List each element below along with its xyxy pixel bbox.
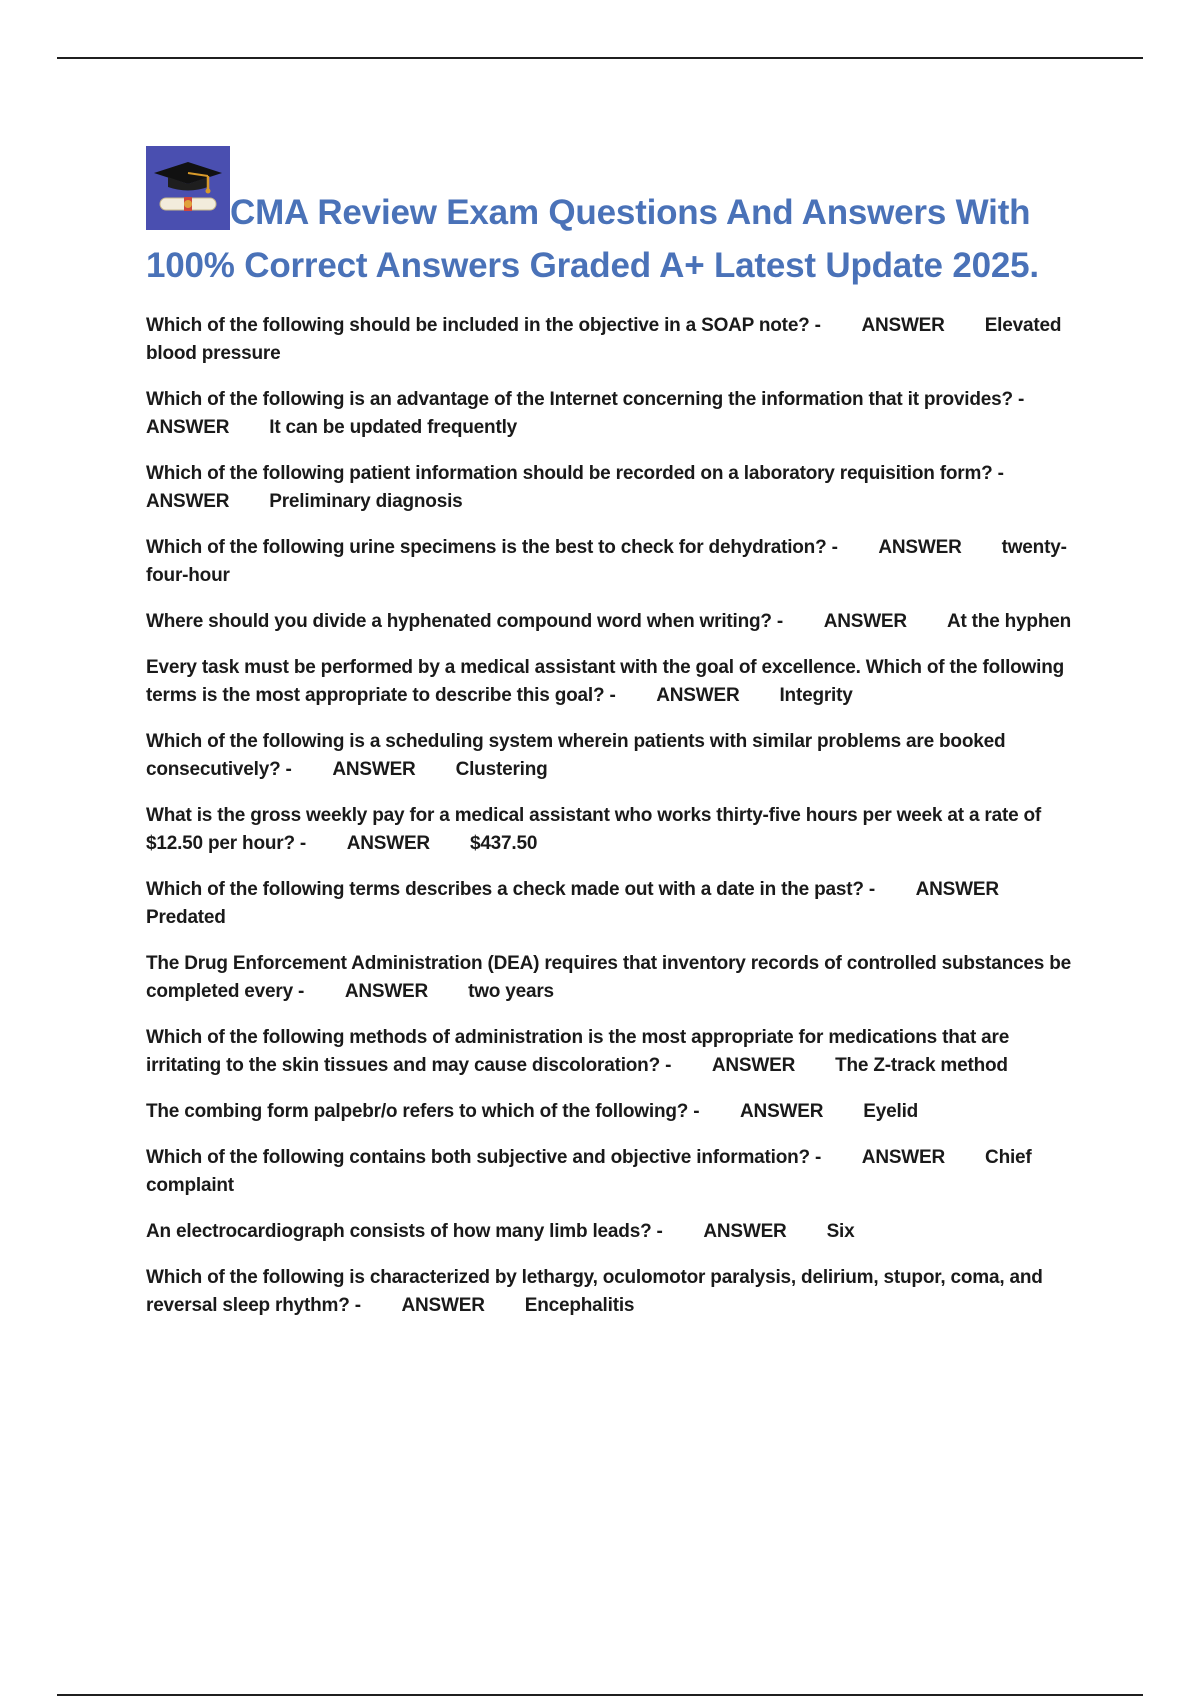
answer-text: Encephalitis <box>524 1295 635 1316</box>
question-text: The combing form palpebr/o refers to which of the following? - <box>146 1101 700 1122</box>
answer-label: ANSWER <box>703 1221 787 1242</box>
question-text: Which of the following patient information should be recorded on a laboratory requisition form? - <box>146 463 1004 484</box>
qa-item <box>146 386 1076 442</box>
qa-item <box>146 1218 1076 1246</box>
question-text: Where should you divide a hyphenated compound word when writing? - <box>146 611 784 632</box>
answer-text: $437.50 <box>469 833 538 854</box>
answer-text: Chief complaint <box>146 1147 1032 1196</box>
graduation-cap-diploma-icon <box>146 146 230 230</box>
answer-text: Eyelid <box>863 1101 919 1122</box>
answer-label: ANSWER <box>861 315 945 336</box>
document-title: CMA Review Exam Questions And Answers With 100% Correct Answers Graded A+ Latest Update 2025. <box>146 193 1039 285</box>
answer-text: two years <box>468 981 554 1002</box>
question-text: Which of the following is characterized by lethargy, oculomotor paralysis, delirium, stupor, coma, and reversal sleep rhythm? - <box>146 1267 1043 1316</box>
qa-item <box>146 312 1076 368</box>
answer-text: It can be updated frequently <box>269 417 518 438</box>
question-text: Which of the following contains both subjective and objective information? - <box>146 1147 822 1168</box>
header-rule <box>57 57 1143 59</box>
title-block <box>146 146 1076 292</box>
question-text: Which of the following terms describes a check made out with a date in the past? - <box>146 879 875 900</box>
answer-text: Elevated blood pressure <box>146 315 1062 364</box>
answer-label: ANSWER <box>711 1055 796 1076</box>
answer-label: ANSWER <box>823 611 907 632</box>
answer-label: ANSWER <box>878 537 962 558</box>
answer-text: Clustering <box>455 759 548 780</box>
qa-item <box>146 876 1076 932</box>
answer-text: Integrity <box>779 685 853 706</box>
qa-item <box>146 728 1076 784</box>
answer-text: Predated <box>146 907 226 928</box>
question-text: Which of the following methods of administration is the most appropriate for medications that are irritating to the skin tissues and may cause discoloration? - <box>146 1027 1010 1076</box>
qa-item <box>146 1024 1076 1080</box>
qa-item <box>146 802 1076 858</box>
question-text: Every task must be performed by a medical assistant with the goal of excellence. Which of the following terms is the most appropriate to describe this goal? - <box>146 657 1065 706</box>
question-text: Which of the following is a scheduling system wherein patients with similar problems are booked consecutively? - <box>146 731 1006 780</box>
question-text: Which of the following urine specimens is the best to check for dehydration? - <box>146 537 838 558</box>
qa-item <box>146 1144 1076 1200</box>
answer-label: ANSWER <box>344 981 429 1002</box>
answer-text: twenty-four-hour <box>146 537 1067 586</box>
answer-label: ANSWER <box>656 685 740 706</box>
answer-text: The Z-track method <box>835 1055 1008 1076</box>
qa-item <box>146 1098 1076 1126</box>
qa-item <box>146 460 1076 516</box>
question-text: What is the gross weekly pay for a medical assistant who works thirty-five hours per week at a rate of $12.50 per hour? - <box>146 805 1042 854</box>
footer-rule <box>57 1694 1143 1696</box>
answer-text: Preliminary diagnosis <box>269 491 463 512</box>
answer-text: Six <box>826 1221 855 1242</box>
answer-text: At the hyphen <box>946 611 1072 632</box>
answer-label: ANSWER <box>146 491 230 512</box>
qa-item <box>146 1264 1076 1320</box>
qa-item <box>146 654 1076 710</box>
qa-item <box>146 950 1076 1006</box>
answer-label: ANSWER <box>861 1147 946 1168</box>
qa-list <box>146 312 1076 1320</box>
answer-label: ANSWER <box>332 759 416 780</box>
question-text: Which of the following should be included in the objective in a SOAP note? - <box>146 315 821 336</box>
question-text: The Drug Enforcement Administration (DEA) requires that inventory records of controlled substances be completed every - <box>146 953 1072 1002</box>
question-text: Which of the following is an advantage of the Internet concerning the information that it provides? - <box>146 389 1025 410</box>
document-body <box>146 146 1076 1338</box>
qa-item <box>146 608 1076 636</box>
answer-label: ANSWER <box>346 833 430 854</box>
answer-label: ANSWER <box>740 1101 824 1122</box>
qa-item <box>146 534 1076 590</box>
question-text: An electrocardiograph consists of how many limb leads? - <box>146 1221 663 1242</box>
answer-label: ANSWER <box>915 879 999 900</box>
answer-label: ANSWER <box>146 417 230 438</box>
answer-label: ANSWER <box>401 1295 485 1316</box>
